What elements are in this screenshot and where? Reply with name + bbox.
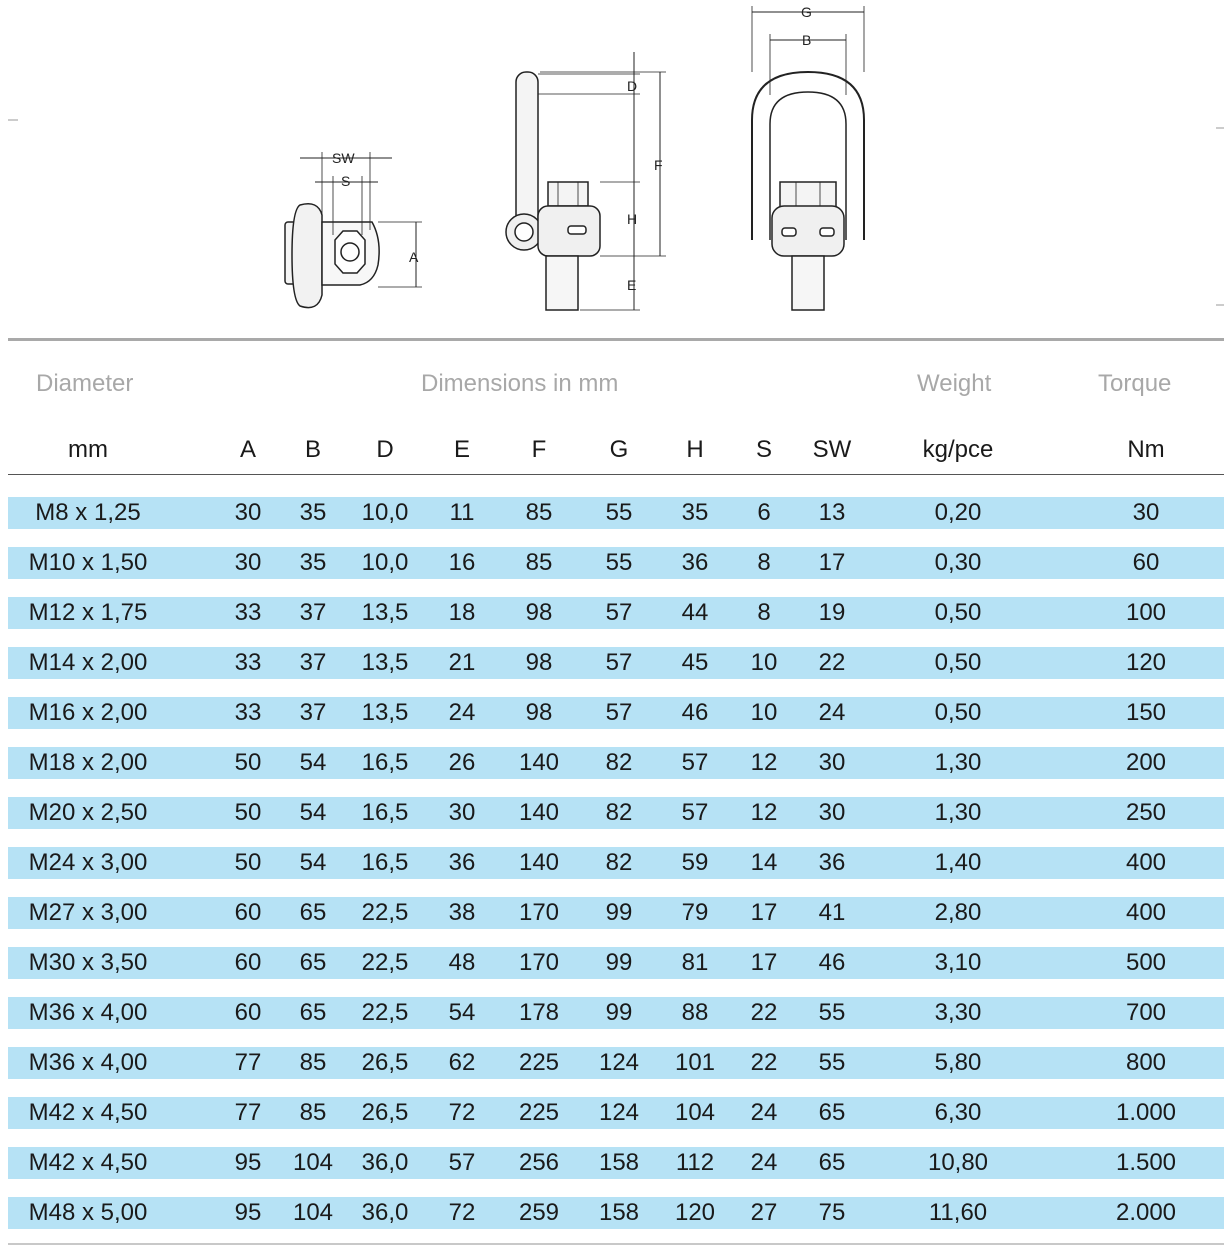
front-view-drawing [752,6,864,310]
table-row [8,647,1224,679]
cell-g: 55 [605,499,633,526]
cell-weight: 3,30 [934,999,982,1026]
cell-b: 104 [292,1199,334,1226]
cell-e: 38 [448,899,476,926]
cell-diameter: M10 x 1,50 [28,549,148,576]
b-dimension-label: B [802,32,812,48]
cell-weight: 0,50 [934,649,982,676]
cell-e: 11 [449,499,475,526]
cell-a: 50 [234,849,262,876]
cell-h: 104 [674,1099,716,1126]
cell-g: 99 [605,899,633,926]
cell-sw: 22 [818,649,846,676]
table-bottom-rule [8,1243,1224,1245]
cell-a: 95 [234,1199,262,1226]
cell-f: 140 [518,799,560,826]
cell-s: 12 [750,799,778,826]
cell-s: 24 [750,1099,778,1126]
cell-torque: 100 [1125,599,1167,626]
cell-f: 98 [525,699,553,726]
cell-a: 30 [234,549,262,576]
cell-g: 82 [605,749,633,776]
cell-s: 6 [757,499,771,526]
table-row [8,597,1224,629]
cell-h: 81 [681,949,709,976]
cell-sw: 65 [818,1149,846,1176]
cell-a: 60 [234,949,262,976]
cell-e: 18 [448,599,476,626]
cell-s: 10 [750,649,778,676]
cell-a: 95 [234,1149,262,1176]
table-row [8,747,1224,779]
drawing-canvas [0,0,1230,335]
cell-f: 85 [525,549,553,576]
cell-h: 59 [681,849,709,876]
e-dimension-label: E [627,277,637,293]
cell-h: 44 [681,599,709,626]
cell-b: 85 [299,1049,327,1076]
column-header-a: A [239,436,256,463]
cell-sw: 55 [818,1049,846,1076]
cell-b: 35 [299,499,327,526]
cell-h: 46 [681,699,709,726]
cell-h: 88 [681,999,709,1026]
header-diameter: Diameter [36,370,134,397]
cell-h: 36 [681,549,709,576]
cell-h: 35 [681,499,709,526]
cell-torque: 400 [1125,899,1167,926]
cell-e: 16 [448,549,476,576]
cell-s: 8 [757,549,771,576]
cell-s: 22 [750,999,778,1026]
column-header-b: B [304,436,321,463]
cell-f: 178 [518,999,560,1026]
cell-b: 35 [299,549,327,576]
cell-diameter: M36 x 4,00 [28,999,148,1026]
cell-weight: 1,30 [934,749,982,776]
cell-b: 104 [292,1149,334,1176]
cell-s: 10 [750,699,778,726]
cell-e: 48 [448,949,476,976]
column-header-h: H [686,436,704,463]
cell-torque: 1.500 [1115,1149,1177,1176]
table-row [8,547,1224,579]
cell-g: 99 [605,999,633,1026]
cell-weight: 10,80 [927,1149,989,1176]
side-view-drawing [506,52,666,310]
cell-h: 101 [674,1049,716,1076]
cell-e: 21 [448,649,476,676]
cell-f: 140 [518,849,560,876]
cell-diameter: M16 x 2,00 [28,699,148,726]
cell-b: 65 [299,999,327,1026]
table-row [8,797,1224,829]
cell-b: 37 [299,699,327,726]
cell-sw: 46 [818,949,846,976]
cell-e: 62 [448,1049,476,1076]
cell-g: 57 [605,599,633,626]
h-dimension-label: H [627,211,638,227]
table-row [8,847,1224,879]
f-dimension-label: F [654,157,663,173]
cell-s: 22 [750,1049,778,1076]
table-row [8,1097,1224,1129]
table-row [8,1147,1224,1179]
cell-e: 54 [448,999,476,1026]
column-header-torque: Nm [1127,436,1165,463]
cell-s: 12 [750,749,778,776]
cell-b: 65 [299,949,327,976]
table-body [8,497,1224,1247]
cell-g: 57 [605,649,633,676]
cell-d: 10,0 [361,499,409,526]
cell-torque: 30 [1132,499,1160,526]
column-header-f: F [531,436,547,463]
cell-torque: 250 [1125,799,1167,826]
cell-a: 50 [234,749,262,776]
cell-sw: 36 [818,849,846,876]
cell-e: 72 [448,1199,476,1226]
cell-d: 13,5 [361,599,409,626]
cell-d: 16,5 [361,849,409,876]
table-row [8,897,1224,929]
cell-sw: 24 [818,699,846,726]
header-weight: Weight [917,370,992,397]
column-header-mm: mm [68,436,108,463]
cell-d: 13,5 [361,649,409,676]
cell-s: 14 [750,849,778,876]
cell-h: 45 [681,649,709,676]
cell-g: 55 [605,549,633,576]
table-row [8,997,1224,1029]
cell-weight: 3,10 [934,949,982,976]
cell-weight: 2,80 [934,899,982,926]
column-header-weight: kg/pce [922,436,994,463]
cell-diameter: M27 x 3,00 [28,899,148,926]
cell-weight: 11,60 [928,1199,988,1226]
cell-torque: 1.000 [1115,1099,1177,1126]
table-row [8,497,1224,529]
cell-torque: 200 [1125,749,1167,776]
cell-f: 259 [518,1199,560,1226]
cell-weight: 1,30 [934,799,982,826]
cell-diameter: M30 x 3,50 [28,949,148,976]
cell-sw: 30 [818,749,846,776]
cell-g: 124 [598,1099,640,1126]
cell-d: 13,5 [361,699,409,726]
cell-b: 54 [299,849,327,876]
g-dimension-label: G [801,4,812,20]
column-header-g: G [609,436,629,463]
cell-e: 57 [448,1149,476,1176]
cell-diameter: M12 x 1,75 [28,599,148,626]
column-header-d: D [376,436,394,463]
column-header-s: S [755,436,772,463]
table-top-rule [8,338,1224,341]
cell-a: 33 [234,649,262,676]
cell-torque: 500 [1125,949,1167,976]
cell-s: 17 [750,899,778,926]
cell-f: 225 [518,1099,560,1126]
a-dimension-label: A [409,249,419,265]
cell-torque: 2.000 [1115,1199,1177,1226]
cell-weight: 5,80 [934,1049,982,1076]
cell-diameter: M24 x 3,00 [28,849,148,876]
cell-weight: 0,50 [934,699,982,726]
cell-f: 85 [525,499,553,526]
cell-g: 99 [605,949,633,976]
cell-weight: 0,30 [934,549,982,576]
header-torque: Torque [1098,370,1172,397]
cell-f: 170 [518,949,560,976]
cell-diameter: M20 x 2,50 [28,799,148,826]
cell-f: 98 [525,599,553,626]
cell-g: 158 [598,1199,640,1226]
cell-f: 98 [525,649,553,676]
column-header-e: E [453,436,470,463]
header-divider [8,474,1224,475]
cell-sw: 55 [818,999,846,1026]
cell-a: 77 [234,1049,262,1076]
cell-diameter: M42 x 4,50 [28,1149,148,1176]
cell-s: 17 [750,949,778,976]
cell-b: 54 [299,799,327,826]
cell-torque: 400 [1125,849,1167,876]
cell-h: 57 [681,749,709,776]
cell-h: 112 [675,1149,715,1176]
table-row [8,1047,1224,1079]
cell-weight: 6,30 [934,1099,982,1126]
cell-a: 60 [234,899,262,926]
cell-g: 82 [605,849,633,876]
cell-g: 82 [605,799,633,826]
cell-a: 60 [234,999,262,1026]
cell-e: 26 [448,749,476,776]
cell-b: 37 [299,649,327,676]
column-header-sw: SW [812,436,852,463]
cell-torque: 150 [1125,699,1167,726]
cell-a: 30 [234,499,262,526]
cell-torque: 60 [1132,549,1160,576]
cell-e: 30 [448,799,476,826]
cell-g: 124 [598,1049,640,1076]
cell-s: 24 [750,1149,778,1176]
cell-sw: 65 [818,1099,846,1126]
cell-d: 36,0 [361,1199,409,1226]
cell-diameter: M14 x 2,00 [28,649,148,676]
cell-s: 27 [750,1199,778,1226]
cell-d: 26,5 [361,1099,409,1126]
cell-h: 120 [674,1199,716,1226]
cell-f: 225 [518,1049,560,1076]
cell-e: 36 [448,849,476,876]
cell-weight: 0,20 [934,499,982,526]
cell-b: 54 [299,749,327,776]
cell-b: 65 [299,899,327,926]
cell-sw: 17 [818,549,846,576]
cell-diameter: M18 x 2,00 [28,749,148,776]
cell-h: 79 [681,899,709,926]
top-view-drawing [285,152,422,308]
cell-f: 256 [518,1149,560,1176]
cell-b: 37 [299,599,327,626]
table-row [8,697,1224,729]
cell-torque: 700 [1125,999,1167,1026]
cell-a: 33 [234,599,262,626]
cell-d: 36,0 [361,1149,409,1176]
cell-d: 22,5 [361,899,409,926]
cell-diameter: M36 x 4,00 [28,1049,148,1076]
column-header-row [8,435,1224,465]
cell-sw: 19 [818,599,846,626]
cell-sw: 13 [818,499,846,526]
cell-h: 57 [681,799,709,826]
cell-diameter: M48 x 5,00 [28,1199,148,1226]
cell-diameter: M8 x 1,25 [35,499,141,526]
cell-e: 72 [448,1099,476,1126]
cell-b: 85 [299,1099,327,1126]
cell-d: 26,5 [361,1049,409,1076]
s-dimension-label: S [341,173,351,189]
cell-e: 24 [448,699,476,726]
cell-s: 8 [757,599,771,626]
d-dimension-label: D [627,78,638,94]
cell-g: 57 [605,699,633,726]
cell-f: 170 [518,899,560,926]
cell-d: 16,5 [361,749,409,776]
cell-sw: 41 [818,899,846,926]
cell-sw: 75 [818,1199,846,1226]
cell-d: 22,5 [361,999,409,1026]
cell-a: 77 [234,1099,262,1126]
technical-drawings [0,0,1230,335]
cell-f: 140 [518,749,560,776]
sw-dimension-label: SW [332,150,355,166]
cell-a: 50 [234,799,262,826]
cell-d: 10,0 [361,549,409,576]
cell-torque: 800 [1125,1049,1167,1076]
table-row [8,947,1224,979]
cell-torque: 120 [1125,649,1167,676]
table-row [8,1197,1224,1229]
cell-g: 158 [598,1149,640,1176]
cell-weight: 1,40 [934,849,982,876]
header-dimensions: Dimensions in mm [421,370,619,397]
cell-d: 16,5 [361,799,409,826]
cell-diameter: M42 x 4,50 [28,1099,148,1126]
cell-d: 22,5 [361,949,409,976]
cell-sw: 30 [818,799,846,826]
cell-a: 33 [234,699,262,726]
cell-weight: 0,50 [934,599,982,626]
